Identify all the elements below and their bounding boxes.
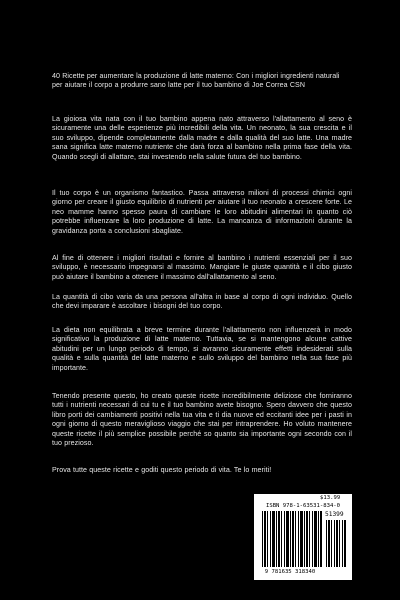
isbn-barcode [254, 494, 352, 580]
book-title-paragraph: 40 Ricette per aumentare la produzione di latte materno: Con i migliori ingredienti naturali per aiutare il corpo a produrre sano latte per il tuo bambino di Joe Correa CSN [52, 72, 340, 90]
closing-paragraph: Prova tutte queste ricette e goditi questo periodo di vita. Te lo meriti! [52, 466, 272, 474]
barcode-addon-bars [326, 520, 346, 567]
description-paragraph-6: Tenendo presente questo, ho creato queste ricette incredibilmente deliziose che forniranno tutti i nutrienti necessari di cui tu e il tuo bambino avete bisogno. Spero davvero che questo libro porti dei cambiamenti positivi nella tua vita e ti dia nuove ed eccitanti idee per i pasti in ogni giorno di questo meraviglioso viaggio che stai per intraprendere. Ho voluto mantenere queste ricette il più semplice possibile perché so quanto sia importante ogni secondo con il tuo prezioso. [52, 392, 352, 448]
barcode-price-label: $13.99 [320, 495, 341, 501]
barcode-isbn-text: ISBN 978-1-63531-834-0 [265, 503, 341, 509]
barcode-price-code: 51399 [325, 511, 344, 518]
description-paragraph-2: Il tuo corpo è un organismo fantastico. Passa attraverso milioni di processi chimici ogni giorno per creare il giusto equilibrio di nutrienti per aiutare il tuo neonato a crescere forte. Le neo mamme hanno spesso paura di cambiare le loro abitudini alimentari in quanto ciò potrebbe influenzare la loro produzione di latte. La mancanza di informazioni durante la gravidanza porta a conclusioni sbagliate. [52, 189, 352, 235]
description-paragraph-1: La gioiosa vita nata con il tuo bambino appena nato attraverso l'allattamento al seno è sicuramente una delle esperienze più incredibili della vita. Un neonato, la sua crescita e il suo sviluppo, dipende completamente dalla madre e dalla qualità del suo latte. Una madre sana significa latte materno nutriente che darà forza al bambino nella prima fase della vita. Quando scegli di allattare, stai investendo nella salute futura del tuo bambino. [52, 115, 352, 161]
description-paragraph-3: Al fine di ottenere i migliori risultati e fornire al bambino i nutrienti essenziali per il suo sviluppo, è necessario impegnarsi al massimo. Mangiare le giuste quantità e il cibo giusto può aiutare il bambino a ottenere il massimo dall'allattamento al seno. [52, 254, 352, 281]
barcode-digits: 9 781635 318340 [264, 569, 316, 575]
description-paragraph-5: La dieta non equilibrata a breve termine durante l'allattamento non influenzerà in modo significativo la produzione di latte materno. Tuttavia, se si mantengono alcune cattive abitudini per un lungo periodo di tempo, si avranno sicuramente effetti indesiderati sulla qualità e sulla quantità del latte materno e sullo sviluppo del bambino nella sua fase più importante. [52, 326, 352, 372]
barcode-bars [262, 511, 322, 567]
description-paragraph-4: La quantità di cibo varia da una persona all'altra in base al corpo di ogni individuo. Quello che devi imparare è ascoltare i bisogni del tuo corpo. [52, 293, 352, 311]
